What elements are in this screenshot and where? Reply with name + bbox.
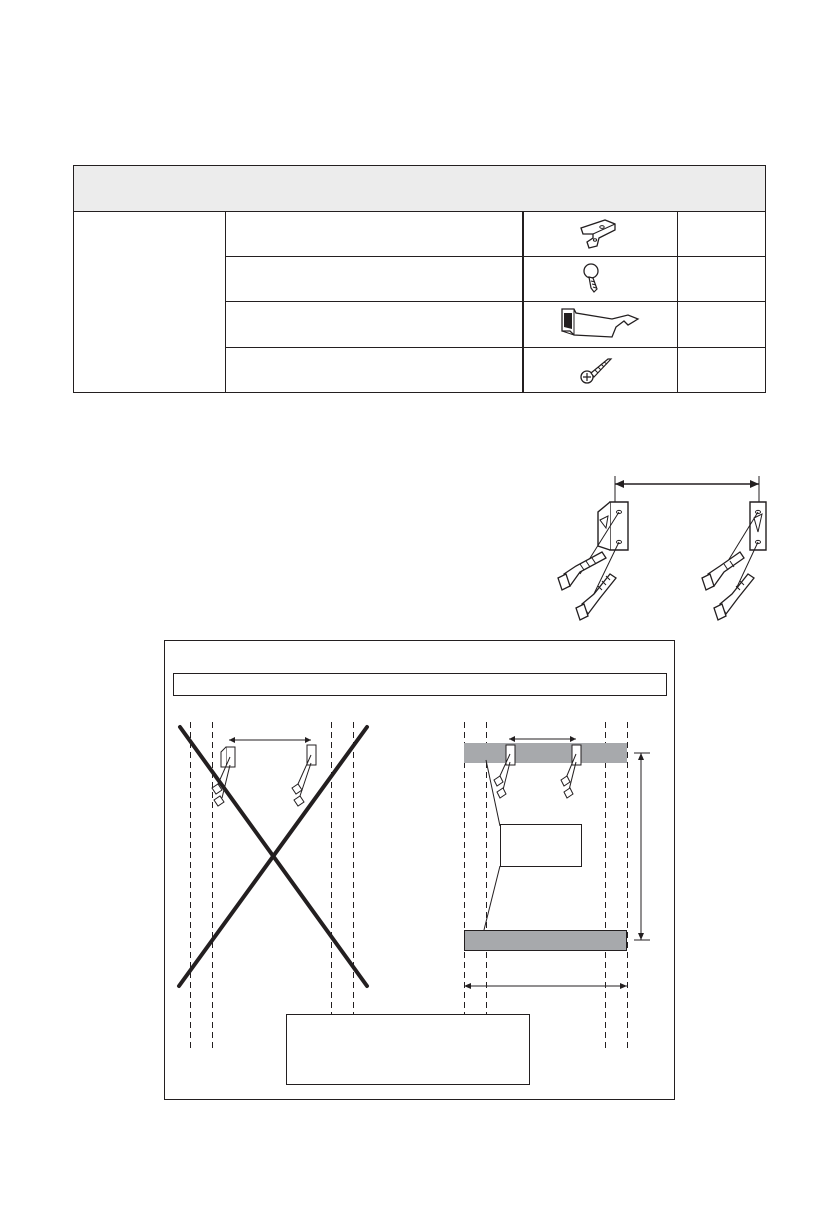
diagram-title-bar	[174, 674, 667, 696]
mounting-area-bottom	[465, 931, 627, 951]
mounting-area-top	[464, 743, 627, 763]
wall-bracket-icon	[221, 745, 316, 767]
correct-example	[464, 722, 650, 1048]
callout-box	[501, 825, 582, 867]
incorrect-x-mark	[179, 727, 367, 986]
incorrect-example	[191, 722, 354, 1048]
note-box	[287, 1015, 530, 1085]
